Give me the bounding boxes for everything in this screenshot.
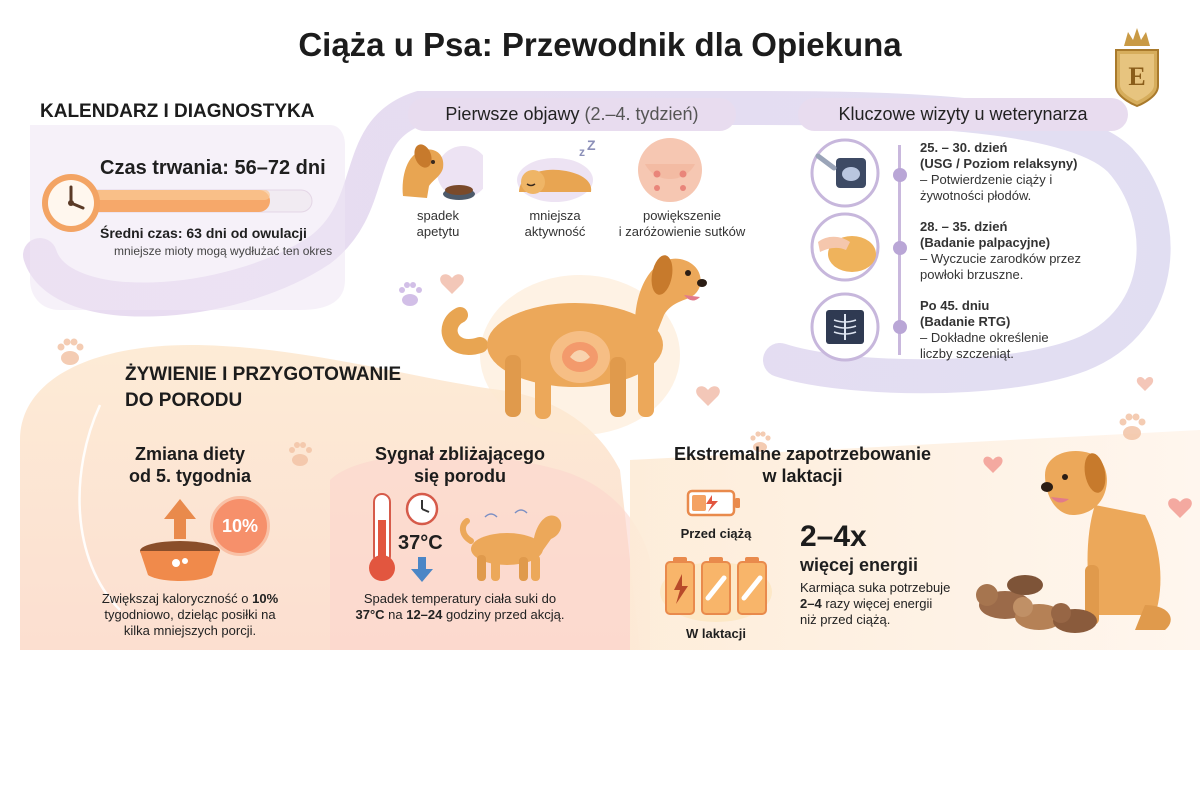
diet-title-line2: od 5. tygodnia xyxy=(128,466,251,486)
pregnant-dog-illustration xyxy=(440,245,710,435)
symptom-3-line1: powiększenie xyxy=(642,208,722,223)
xray-icon xyxy=(810,292,880,362)
diet-desc-line2: tygodniowo, dzieląc posiłki na xyxy=(104,607,276,622)
clock-icon xyxy=(40,172,102,234)
visit-2-date: 28. – 35. dzień xyxy=(920,219,1008,234)
diet-desc-line1b: 10% xyxy=(252,591,279,606)
diet-description xyxy=(70,591,310,639)
labor-desc-hours: 12–24 xyxy=(406,607,443,622)
timeline-dot-1 xyxy=(893,168,907,182)
symptom-1-line1: spadek xyxy=(417,208,459,223)
before-pregnancy-label: Przed ciążą xyxy=(680,526,752,541)
thermometer-icon xyxy=(362,490,402,585)
vet-title: Kluczowe wizyty u weterynarza xyxy=(798,98,1128,131)
visit-1-desc2: żywotności płodów. xyxy=(920,188,1032,203)
nutrition-heading xyxy=(125,362,401,414)
visit-2-desc1: – Wyczucie zarodków przez xyxy=(920,251,1081,266)
duration-text: Czas trwania: 56–72 dni xyxy=(100,157,326,179)
diet-title xyxy=(100,443,280,487)
lactation-title-line2: w laktacji xyxy=(762,466,843,486)
svg-text:Z: Z xyxy=(587,140,596,153)
nutrition-heading-line1: ŻYWIENIE I PRZYGOTOWANIE xyxy=(125,364,402,385)
labor-desc-na: na xyxy=(384,607,407,622)
visit-1-desc1: – Potwierdzenie ciąży i xyxy=(920,172,1053,187)
low-battery-icon xyxy=(686,488,742,518)
symptom-1-label xyxy=(393,208,483,240)
lactation-desc-line3: niż przed ciążą. xyxy=(800,612,891,627)
symptom-2-label xyxy=(505,208,605,240)
labor-title-line2: się porodu xyxy=(413,466,506,486)
visit-3-desc1: – Dokładne określenie xyxy=(920,330,1049,345)
symptoms-title-range: (2.–4. tydzień) xyxy=(584,104,699,124)
symptoms-title-main: Pierwsze objawy xyxy=(445,104,580,124)
page-title: Ciąża u Psa: Przewodnik dla Opiekuna xyxy=(298,26,902,63)
logo-letter: E xyxy=(1128,62,1146,91)
symptom-2-line2: aktywność xyxy=(524,224,586,239)
visit-3-text xyxy=(920,298,1100,362)
full-batteries-icon xyxy=(660,552,772,622)
labor-desc-tail: godziny przed akcją. xyxy=(442,607,565,622)
svg-text:z: z xyxy=(579,145,585,159)
calendar-heading: KALENDARZ I DIAGNOSTYKA xyxy=(40,101,315,122)
labor-desc-line1: Spadek temperatury ciała suki do xyxy=(363,591,557,606)
labor-description xyxy=(345,591,575,623)
symptom-2-line1: mniejsza xyxy=(529,208,581,223)
visit-2-desc2: powłoki brzuszne. xyxy=(920,267,1024,282)
visit-1-exam: (USG / Poziom relaksyny) xyxy=(920,156,1078,171)
lactation-desc-line2: razy więcej energii xyxy=(821,596,933,611)
nipples-icon xyxy=(635,134,705,206)
labor-desc-temp: 37°C xyxy=(355,607,385,622)
labor-title xyxy=(350,443,570,487)
lactation-label: W laktacji xyxy=(686,626,746,641)
visit-1-date: 25. – 30. dzień xyxy=(920,140,1008,155)
palpation-icon xyxy=(810,212,880,282)
visit-2-text xyxy=(920,219,1100,283)
nutrition-heading-line2: DO PORODU xyxy=(125,390,243,411)
sleeping-dog-icon xyxy=(505,140,605,206)
lactation-description xyxy=(800,580,970,628)
symptom-3-line2: i zaróżowienie sutków xyxy=(618,224,746,239)
symptom-1-line2: apetytu xyxy=(416,224,460,239)
energy-multiplier: 2–4x xyxy=(800,520,867,553)
average-note: mniejsze mioty mogą wydłużać ten okres xyxy=(114,244,333,258)
down-arrow-icon xyxy=(410,557,434,583)
visit-3-exam: (Badanie RTG) xyxy=(920,314,1011,329)
percent-badge: 10% xyxy=(210,496,270,556)
lactation-title xyxy=(655,443,950,487)
labor-title-line1: Sygnał zbliżającego xyxy=(374,444,546,464)
visit-3-date: Po 45. dniu xyxy=(920,298,990,313)
symptoms-title xyxy=(408,98,736,131)
restless-dog-icon xyxy=(455,505,565,585)
nursing-dog-illustration xyxy=(965,445,1180,640)
visit-2-exam: (Badanie palpacyjne) xyxy=(920,235,1051,250)
diet-desc-line1a: Zwiększaj kaloryczność o xyxy=(101,591,253,606)
lactation-title-line1: Ekstremalne zapotrzebowanie xyxy=(673,444,932,464)
brand-logo xyxy=(1112,24,1162,108)
temp-value: 37°C xyxy=(398,532,443,554)
timeline-dot-3 xyxy=(893,320,907,334)
diet-desc-line3: kilka mniejszych porcji. xyxy=(123,623,257,638)
timeline-dot-2 xyxy=(893,241,907,255)
visit-1-text xyxy=(920,140,1100,204)
average-time: Średni czas: 63 dni od owulacji xyxy=(100,225,307,241)
energy-label: więcej energii xyxy=(800,555,919,575)
symptom-3-label xyxy=(612,208,752,240)
small-clock-icon xyxy=(405,492,439,526)
lactation-desc-line1: Karmiąca suka potrzebuje xyxy=(800,580,951,595)
ultrasound-icon xyxy=(810,138,880,208)
visit-3-desc2: liczby szczeniąt. xyxy=(920,346,1014,361)
dog-appetite-icon xyxy=(393,136,483,206)
lactation-desc-multiplier: 2–4 xyxy=(800,596,822,611)
diet-title-line1: Zmiana diety xyxy=(134,444,246,464)
